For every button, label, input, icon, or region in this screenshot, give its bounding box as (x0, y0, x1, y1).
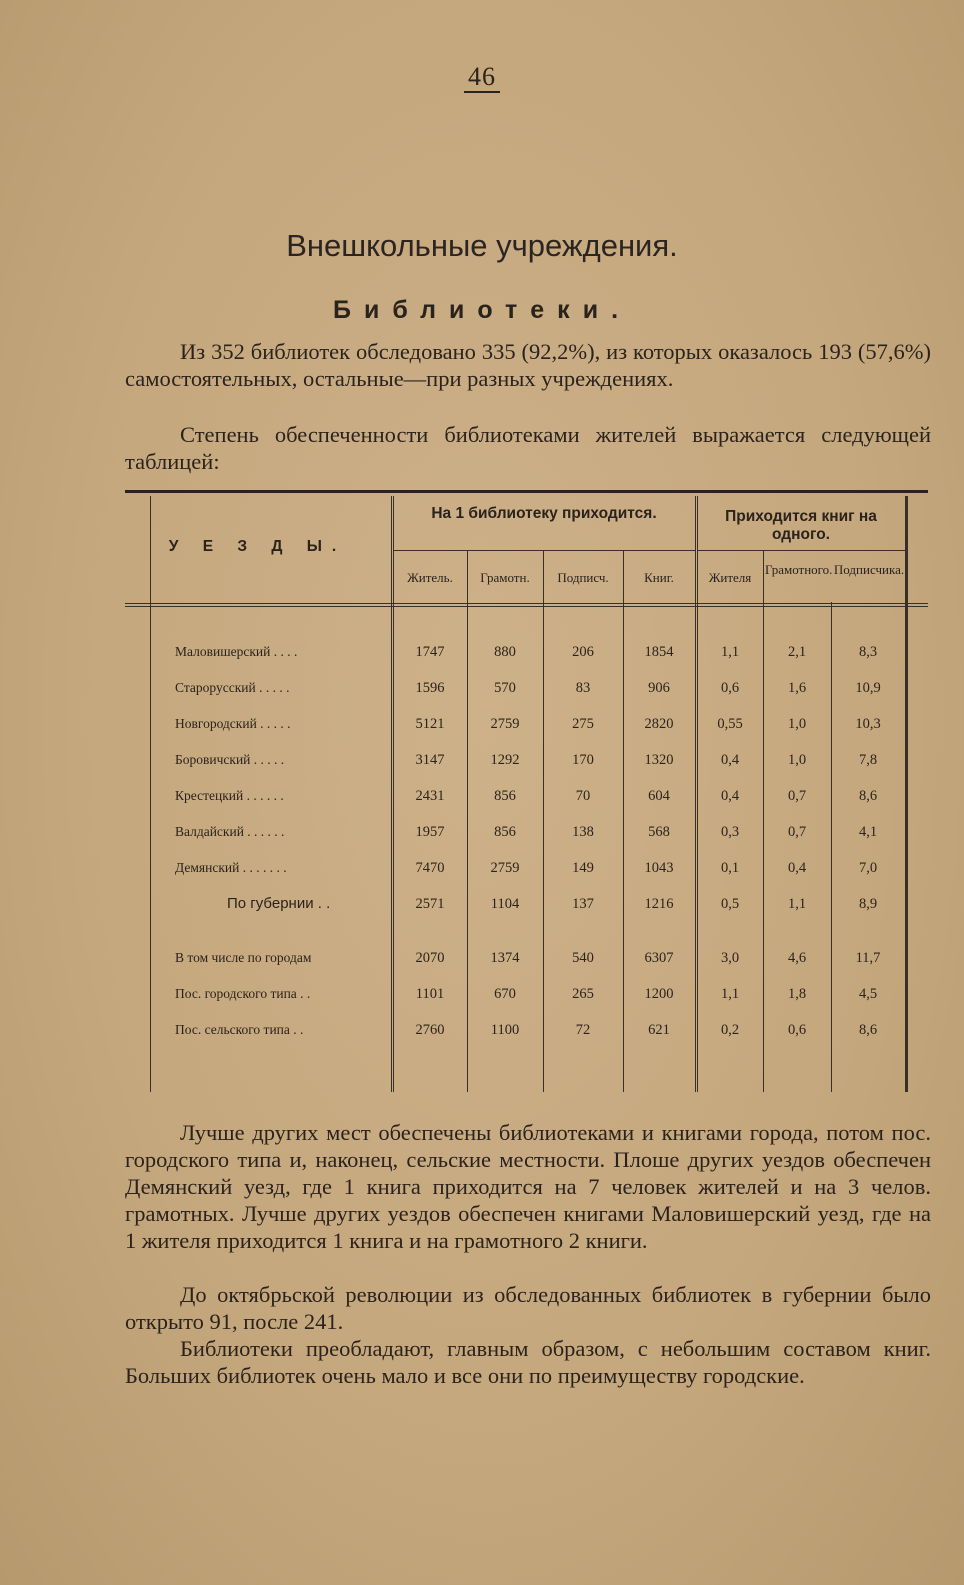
cell: 2070 (415, 950, 445, 966)
table-row (125, 781, 928, 811)
cell: 1374 (490, 950, 520, 966)
cell: 0,3 (720, 824, 740, 840)
cell: 10,9 (855, 680, 881, 696)
cell: 2760 (415, 1022, 445, 1038)
cell: 4,6 (787, 950, 807, 966)
intro-paragraph: Из 352 библиотек обследовано 335 (92,2%), из которых оказалось 193 (57,6%) самостоятельных, остальные—при разных учреждениях. (125, 339, 931, 391)
books-per-person-group-header: Приходится книг на одного. (725, 508, 877, 543)
cell: 1,1 (720, 644, 740, 660)
table-row (125, 673, 928, 703)
row-name: Новгородский . . . . . (175, 716, 291, 731)
subheader-per-subscriber: Подписчика. (833, 562, 905, 577)
table-row (125, 1015, 928, 1045)
cell: 0,6 (720, 680, 740, 696)
cell: 10,3 (855, 716, 881, 732)
subheader-literate: Грамотн. (480, 570, 530, 585)
cell: 1,1 (787, 896, 807, 912)
cell: 149 (572, 860, 594, 876)
cell: 3147 (415, 752, 445, 768)
cell: 8,6 (858, 788, 878, 804)
cell: 0,5 (720, 896, 740, 912)
subheader-books: Книг. (644, 570, 674, 585)
cell: 2759 (490, 860, 520, 876)
table-row (125, 637, 928, 667)
cell: 1,1 (720, 986, 740, 1002)
cell: 2820 (644, 716, 674, 732)
row-name: Пос. сельского типа . . (175, 1022, 304, 1037)
cell: 1101 (415, 986, 445, 1002)
per-library-group-header: На 1 библиотеку приходится. (431, 505, 657, 522)
cell: 1043 (644, 860, 674, 876)
cell: 3,0 (720, 950, 740, 966)
cell: 0,55 (717, 716, 743, 732)
cell: 11,7 (855, 950, 881, 966)
cell: 540 (572, 950, 594, 966)
cell: 0,4 (720, 788, 740, 804)
header-rule (393, 550, 695, 551)
cell: 1100 (490, 1022, 520, 1038)
cell: 5121 (415, 716, 445, 732)
row-name: Крестецкий . . . . . . (175, 788, 284, 803)
cell: 1747 (415, 644, 445, 660)
row-name: Валдайский . . . . . . (175, 824, 285, 839)
cell: 1320 (644, 752, 674, 768)
cell: 1596 (415, 680, 445, 696)
cell: 83 (575, 680, 591, 696)
subsection-title: Библиотеки. (332, 296, 632, 324)
cell: 6307 (644, 950, 674, 966)
cell: 72 (575, 1022, 591, 1038)
row-name: Демянский . . . . . . . (175, 860, 287, 875)
cell: 8,3 (858, 644, 878, 660)
table-top-rule (125, 490, 928, 493)
cell: 8,6 (858, 1022, 878, 1038)
table-row (125, 745, 928, 775)
cell: 1854 (644, 644, 674, 660)
cell: 0,4 (787, 860, 807, 876)
cell: 206 (572, 644, 594, 660)
cell: 0,1 (720, 860, 740, 876)
row-name: По губернии . . (227, 895, 331, 912)
cell: 275 (572, 716, 594, 732)
page-number: 46 (0, 62, 964, 92)
header-bottom-rule (125, 603, 928, 604)
row-name: В том числе по городам (175, 950, 312, 965)
row-name: Старорусский . . . . . (175, 680, 290, 695)
cell: 570 (494, 680, 516, 696)
cell: 1,0 (787, 716, 807, 732)
intro-paragraph: Степень обеспеченности библиотеками жителей выражается следующей таблицей: (125, 422, 931, 474)
row-name: Маловишерский . . . . (175, 644, 298, 659)
section-title: Внешкольные учреждения. (286, 228, 678, 263)
cell: 0,2 (720, 1022, 740, 1038)
cell: 621 (648, 1022, 670, 1038)
table-row-total (125, 889, 928, 919)
cell: 2759 (490, 716, 520, 732)
table-row (125, 709, 928, 739)
cell: 0,4 (720, 752, 740, 768)
cell: 0,7 (787, 824, 807, 840)
closing-paragraph: Лучше других мест обеспечены библиотеками и книгами города, потом пос. городского типа и, наконец, сельские местности. Плоше других уездов обеспечен Демянский уезд, где 1 книга приходится на 7 человек жителей и на 3 челов. грамотных. Лучше других уездов обеспечен книгами Маловишерский уезд, где на 1 жителя приходится 1 книга и на грамотного 2 книги. (125, 1120, 931, 1253)
subheader-per-resident: Жителя (708, 570, 752, 585)
table-row (125, 943, 928, 973)
libraries-table (125, 490, 928, 1092)
cell: 7,0 (858, 860, 878, 876)
cell: 1216 (644, 896, 674, 912)
cell: 0,6 (787, 1022, 807, 1038)
cell: 4,5 (858, 986, 878, 1002)
cell: 2431 (415, 788, 445, 804)
subheader-per-literate: Грамотного. (765, 562, 833, 577)
cell: 670 (494, 986, 516, 1002)
subheader-residents: Житель. (407, 570, 453, 585)
cell: 1,8 (787, 986, 807, 1002)
cell: 1,6 (787, 680, 807, 696)
cell: 906 (648, 680, 670, 696)
subheader-subscribers: Подписч. (557, 570, 609, 585)
cell: 7,8 (858, 752, 878, 768)
table-row (125, 817, 928, 847)
cell: 7470 (415, 860, 445, 876)
uezdy-column-header: У Е З Д Ы. (168, 538, 347, 555)
cell: 568 (648, 824, 670, 840)
cell: 8,9 (858, 896, 878, 912)
cell: 1104 (490, 896, 520, 912)
cell: 604 (648, 788, 670, 804)
row-name: Пос. городского типа . . (175, 986, 311, 1001)
cell: 70 (575, 788, 591, 804)
cell: 4,1 (858, 824, 878, 840)
cell: 170 (572, 752, 594, 768)
cell: 1957 (415, 824, 445, 840)
cell: 137 (572, 896, 594, 912)
closing-paragraph: До октябрьской революции из обследованных библиотек в губернии было открыто 91, после 241. (125, 1282, 931, 1334)
row-name: Боровичский . . . . . (175, 752, 285, 767)
cell: 856 (494, 824, 516, 840)
cell: 880 (494, 644, 516, 660)
cell: 856 (494, 788, 516, 804)
cell: 1200 (644, 986, 674, 1002)
cell: 1292 (490, 752, 520, 768)
table-row (125, 979, 928, 1009)
table-row (125, 853, 928, 883)
cell: 138 (572, 824, 594, 840)
cell: 2,1 (787, 644, 807, 660)
cell: 1,0 (787, 752, 807, 768)
closing-paragraph: Библиотеки преобладают, главным образом, с небольшим составом книг. Больших библиотек очень мало и все они по преимуществу городские. (125, 1336, 931, 1388)
header-bottom-rule (125, 606, 928, 607)
cell: 265 (572, 986, 594, 1002)
header-rule (697, 550, 905, 551)
cell: 2571 (415, 896, 445, 912)
cell: 0,7 (787, 788, 807, 804)
